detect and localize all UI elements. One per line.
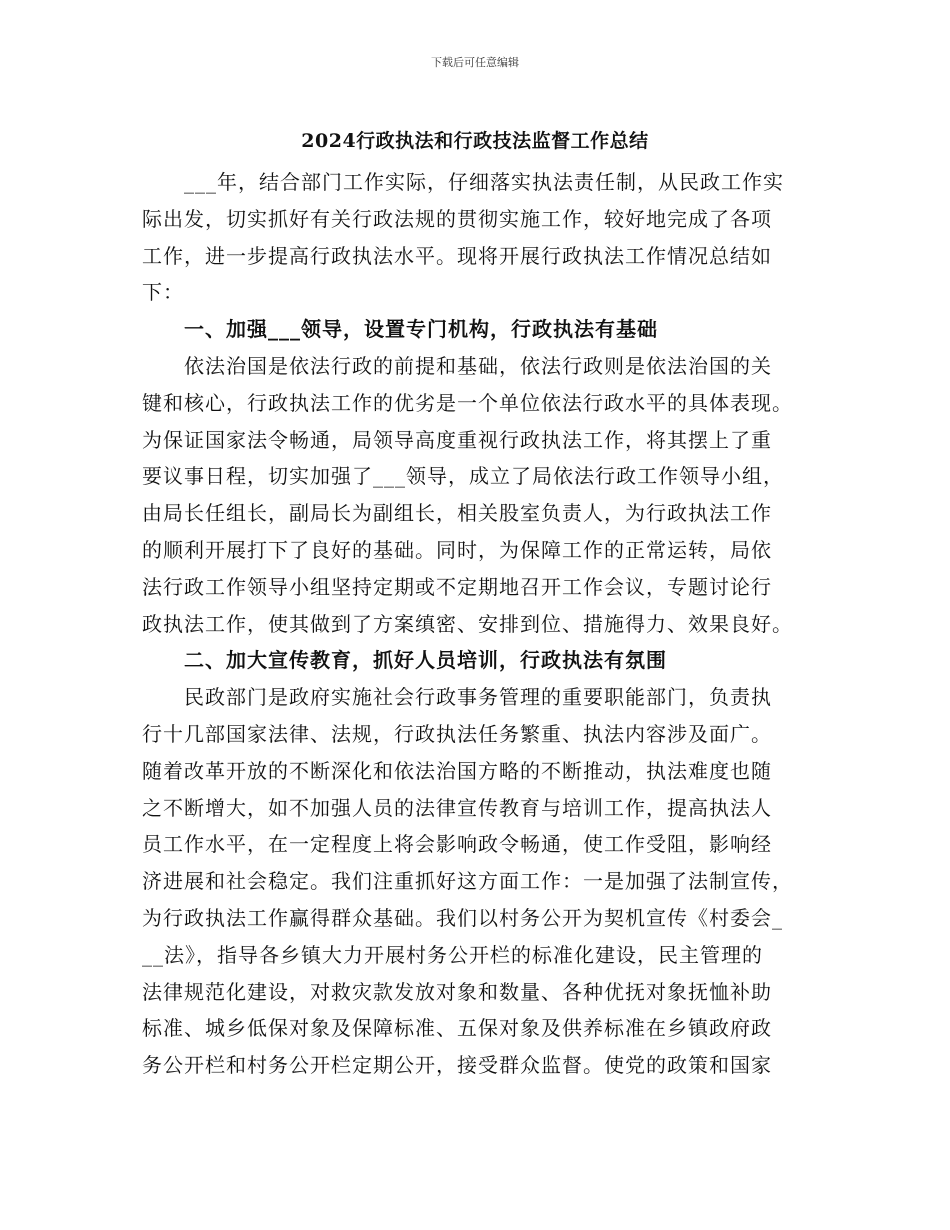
text-line: 要议事日程，切实加强了___领导，成立了局依法行政工作领导小组， xyxy=(142,464,784,489)
text-line: 行十几部国家法律、法规，行政执法任务繁重、执法内容涉及面广。 xyxy=(142,721,772,746)
text-line: 键和核心，行政执法工作的优劣是一个单位依法行政水平的具体表现。 xyxy=(142,390,793,415)
paragraph-intro xyxy=(142,164,810,311)
text-line: 依法治国是依法行政的前提和基础，依法行政则是依法治国的关 xyxy=(184,353,772,378)
text-line: 之不断增大，如不加强人员的法律宣传教育与培训工作，提高执法人 xyxy=(142,795,772,820)
text-line: 政执法工作，使其做到了方案缜密、安排到位、措施得力、效果良好。 xyxy=(142,611,793,636)
paragraph-section-2 xyxy=(142,679,810,1084)
text-line: __法》，指导各乡镇大力开展村务公开栏的标准化建设，民主管理的 xyxy=(142,942,763,967)
section-heading-1 xyxy=(142,311,810,348)
text-line: 标准、城乡低保对象及保障标准、五保对象及供养标准在乡镇政府政 xyxy=(142,1016,772,1041)
section-heading-2 xyxy=(142,642,810,679)
text-line: 法律规范化建设，对救灾款发放对象和数量、各种优抚对象抚恤补助 xyxy=(142,979,772,1004)
text-line: 际出发，切实抓好有关行政法规的贯彻实施工作，较好地完成了各项 xyxy=(142,206,772,231)
text-line: 工作，进一步提高行政执法水平。现将开展行政执法工作情况总结如 xyxy=(142,243,772,268)
document-title: 2024行政执法和行政技法监督工作总结 xyxy=(301,130,649,152)
text-line: 为行政执法工作赢得群众基础。我们以村务公开为契机宣传《村委会_ xyxy=(142,905,783,930)
document-body xyxy=(142,164,810,1084)
text-line: 民政部门是政府实施社会行政事务管理的重要职能部门，负责执 xyxy=(184,685,772,710)
heading-line: 一、加强___领导，设置专门机构，行政执法有基础 xyxy=(184,317,658,342)
heading-line: 二、加大宣传教育，抓好人员培训，行政执法有氛围 xyxy=(184,648,667,673)
text-line: 法行政工作领导小组坚持定期或不定期地召开工作会议，专题讨论行 xyxy=(142,574,772,599)
text-line: 由局长任组长，副局长为副组长，相关股室负责人，为行政执法工作 xyxy=(142,501,772,526)
text-line: 随着改革开放的不断深化和依法治国方略的不断推动，执法难度也随 xyxy=(142,758,772,783)
text-line: 为保证国家法令畅通，局领导高度重视行政执法工作，将其摆上了重 xyxy=(142,427,772,452)
text-line: 务公开栏和村务公开栏定期公开，接受群众监督。使党的政策和国家 xyxy=(142,1053,772,1078)
text-line: 济进展和社会稳定。我们注重抓好这方面工作：一是加强了法制宣传， xyxy=(142,869,793,894)
text-line: ___年，结合部门工作实际，仔细落实执法责任制，从民政工作实 xyxy=(184,170,784,194)
header-note: 下载后可任意编辑 xyxy=(431,56,519,69)
text-line: 员工作水平，在一定程度上将会影响政令畅通，使工作受阻，影响经 xyxy=(142,832,772,857)
text-line: 下： xyxy=(142,280,184,305)
text-line: 的顺利开展打下了良好的基础。同时，为保障工作的正常运转，局依 xyxy=(142,537,772,562)
paragraph-section-1 xyxy=(142,348,810,642)
